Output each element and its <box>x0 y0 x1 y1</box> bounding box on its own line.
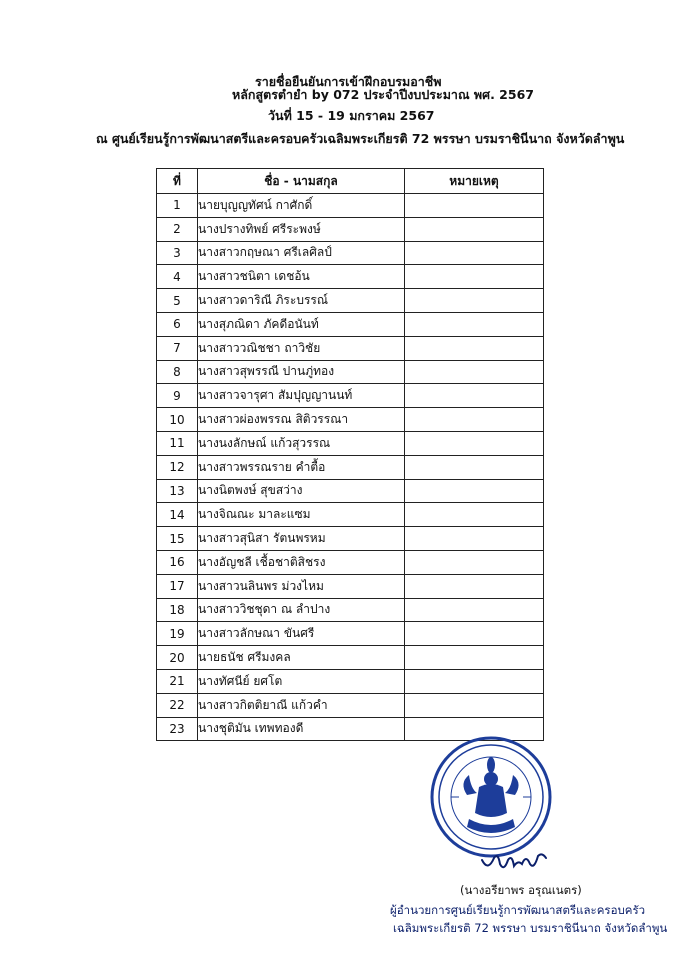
participant-name: นางสาวกฤษณา ศรีเลศิลป์ <box>198 241 405 265</box>
row-note <box>405 479 544 503</box>
signer-name: (นางอรียาพร อรุณเนตร) <box>460 883 582 897</box>
table-row <box>157 360 544 384</box>
row-number: 17 <box>157 574 198 598</box>
row-note <box>405 598 544 622</box>
row-note <box>405 503 544 527</box>
row-note <box>405 408 544 432</box>
participant-name: นางอัญชลี เชื้อชาติสิชรง <box>198 550 405 574</box>
column-header-number: ที่ <box>157 169 198 194</box>
table-row <box>157 312 544 336</box>
row-number: 23 <box>157 717 198 741</box>
official-seal-icon <box>429 735 553 859</box>
table-row <box>157 550 544 574</box>
row-number: 9 <box>157 384 198 408</box>
row-number: 14 <box>157 503 198 527</box>
table-row <box>157 384 544 408</box>
table-row <box>157 431 544 455</box>
participant-name: นางสาวสุพรรณี ปานภู่ทอง <box>198 360 405 384</box>
row-number: 13 <box>157 479 198 503</box>
table-row <box>157 217 544 241</box>
table-header-row <box>157 169 544 194</box>
document-title: รายชื่อยืนยันการเข้าฝึกอบรมอาชีพ <box>255 74 442 89</box>
table-row <box>157 598 544 622</box>
participant-name: นางปรางทิพย์ ศรีระพงษ์ <box>198 217 405 241</box>
row-note <box>405 646 544 670</box>
table-row <box>157 455 544 479</box>
row-number: 11 <box>157 431 198 455</box>
row-note <box>405 265 544 289</box>
row-number: 4 <box>157 265 198 289</box>
table-row <box>157 408 544 432</box>
row-number: 16 <box>157 550 198 574</box>
row-note <box>405 550 544 574</box>
row-number: 2 <box>157 217 198 241</box>
row-number: 20 <box>157 646 198 670</box>
row-note <box>405 241 544 265</box>
participant-name: นางสุภณิดา ภัคดีอนันท์ <box>198 312 405 336</box>
row-number: 21 <box>157 669 198 693</box>
signer-position-line1: ผู้อำนวยการศูนย์เรียนรู้การพัฒนาสตรีและครอบครัว <box>390 903 646 917</box>
venue-line: ณ ศูนย์เรียนรู้การพัฒนาสตรีและครอบครัวเฉลิมพระเกียรติ 72 พรรษา บรมราชินีนาถ จังหวัดลำพูน <box>96 131 625 146</box>
column-header-name: ชื่อ - นามสกุล <box>198 169 405 194</box>
table-body <box>157 194 544 741</box>
row-note <box>405 455 544 479</box>
row-note <box>405 622 544 646</box>
row-note <box>405 360 544 384</box>
row-number: 3 <box>157 241 198 265</box>
table-row <box>157 669 544 693</box>
row-note <box>405 312 544 336</box>
participant-name: นายบุญญทัศน์ กาศักดิ์ <box>198 194 405 218</box>
column-header-note: หมายเหตุ <box>405 169 544 194</box>
row-number: 8 <box>157 360 198 384</box>
row-number: 10 <box>157 408 198 432</box>
participant-name: นางสาวพรรณราย คำตื้อ <box>198 455 405 479</box>
table-row <box>157 622 544 646</box>
participant-name: นางสาวชนิตา เดชอ้น <box>198 265 405 289</box>
row-note <box>405 431 544 455</box>
row-note <box>405 384 544 408</box>
table-row <box>157 336 544 360</box>
participant-name: นางสาวจารุศา สัมปุญญานนท์ <box>198 384 405 408</box>
participant-name: นางสาวกิตติยาณี แก้วคำ <box>198 693 405 717</box>
participant-name: นางสาวผ่องพรรณ สิติวรรณา <box>198 408 405 432</box>
participant-name: นายธนัช ศรีมงคล <box>198 646 405 670</box>
row-note <box>405 217 544 241</box>
row-note <box>405 527 544 551</box>
participant-name: นางทัศนีย์ ยศโต <box>198 669 405 693</box>
participant-name: นางนงลักษณ์ แก้วสุวรรณ <box>198 431 405 455</box>
course-line: หลักสูตรตำยำ by 072 ประจำปีงบประมาณ พศ. 2567 <box>232 87 534 102</box>
row-note <box>405 336 544 360</box>
table-row <box>157 479 544 503</box>
table-row <box>157 503 544 527</box>
row-number: 7 <box>157 336 198 360</box>
signer-position-line2: เฉลิมพระเกียรติ 72 พรรษา บรมราชินีนาถ จังหวัดลำพูน <box>393 921 668 935</box>
table-row <box>157 574 544 598</box>
participant-name: นางสาวสุนิสา รัตนพรหม <box>198 527 405 551</box>
row-note <box>405 669 544 693</box>
row-number: 15 <box>157 527 198 551</box>
participant-name: นางนิตพงษ์ สุขสว่าง <box>198 479 405 503</box>
row-note <box>405 194 544 218</box>
row-number: 18 <box>157 598 198 622</box>
handwritten-signature <box>480 848 550 876</box>
table-row <box>157 289 544 313</box>
table-row <box>157 265 544 289</box>
participant-name: นางสาวลักษณา ขันศรี <box>198 622 405 646</box>
row-number: 6 <box>157 312 198 336</box>
row-number: 19 <box>157 622 198 646</box>
participant-name: นางชุติมัน เทพทองดี <box>198 717 405 741</box>
row-number: 22 <box>157 693 198 717</box>
participant-name: นางสาววิชชุดา ณ ลำปาง <box>198 598 405 622</box>
table-row <box>157 194 544 218</box>
participant-name: นางสาวนลินพร ม่วงไหม <box>198 574 405 598</box>
participant-name: นางสาวดาริณี ภิระบรรณ์ <box>198 289 405 313</box>
table-row <box>157 527 544 551</box>
row-note <box>405 574 544 598</box>
participant-table <box>156 168 544 741</box>
date-line: วันที่ 15 - 19 มกราคม 2567 <box>268 108 435 123</box>
row-note <box>405 289 544 313</box>
participant-name: นางสาววณิชชา ถาวิชัย <box>198 336 405 360</box>
table-row <box>157 241 544 265</box>
row-number: 5 <box>157 289 198 313</box>
participant-name: นางจิณณะ มาละแซม <box>198 503 405 527</box>
row-number: 1 <box>157 194 198 218</box>
table-row <box>157 646 544 670</box>
row-number: 12 <box>157 455 198 479</box>
row-note <box>405 693 544 717</box>
table-row <box>157 693 544 717</box>
